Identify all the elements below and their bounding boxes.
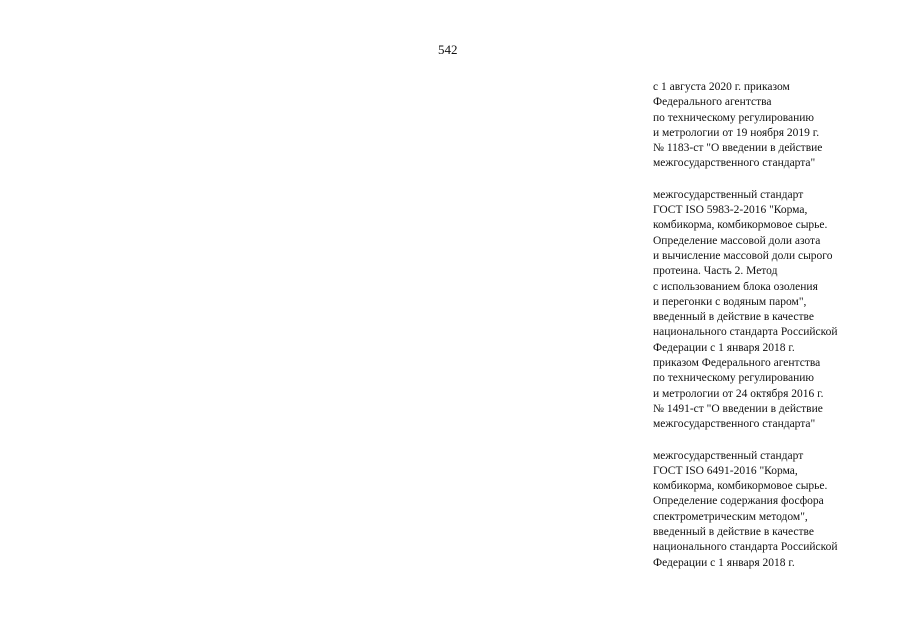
- text-line: Определение содержания фосфора: [653, 495, 824, 508]
- text-line: спектрометрическим методом",: [653, 510, 808, 523]
- text-line: приказом Федерального агентства: [653, 357, 821, 370]
- text-line: межгосударственный стандарт: [653, 449, 804, 462]
- text-column: [653, 80, 893, 571]
- text-line: Федерального агентства: [653, 96, 772, 109]
- text-line: по техническому регулированию: [653, 372, 815, 385]
- text-line: № 1491-ст "О введении в действие: [653, 402, 823, 415]
- text-line: ГОСТ ISO 6491-2016 "Корма,: [653, 464, 798, 477]
- text-line: с использованием блока озоления: [653, 280, 818, 293]
- text-line: № 1183-ст "О введении в действие: [653, 142, 823, 155]
- text-line: Федерации с 1 января 2018 г.: [653, 341, 795, 354]
- text-line: и вычисление массовой доли сырого: [653, 249, 833, 262]
- text-line: национального стандарта Российской: [653, 326, 838, 339]
- text-block: [653, 80, 893, 172]
- text-line: и метрологии от 19 ноября 2019 г.: [653, 126, 820, 139]
- text-line: комбикорма, комбикормовое сырье.: [653, 219, 828, 232]
- text-line: национального стандарта Российской: [653, 541, 838, 554]
- text-line: введенный в действие в качестве: [653, 311, 815, 324]
- text-block: [653, 188, 893, 433]
- text-line: межгосударственного стандарта": [653, 157, 816, 170]
- text-block: [653, 449, 893, 571]
- text-line: межгосударственного стандарта": [653, 418, 816, 431]
- text-line: комбикорма, комбикормовое сырье.: [653, 480, 828, 493]
- text-line: межгосударственный стандарт: [653, 188, 804, 201]
- text-line: ГОСТ ISO 5983-2-2016 "Корма,: [653, 204, 808, 217]
- text-line: протеина. Часть 2. Метод: [653, 265, 778, 278]
- text-line: Федерации с 1 января 2018 г.: [653, 556, 795, 569]
- text-line: и перегонки с водяным паром",: [653, 295, 807, 308]
- text-line: и метрологии от 24 октября 2016 г.: [653, 387, 824, 400]
- text-line: по техническому регулированию: [653, 111, 815, 124]
- page-number: 542: [438, 42, 458, 57]
- text-line: Определение массовой доли азота: [653, 234, 821, 247]
- text-line: введенный в действие в качестве: [653, 526, 815, 539]
- text-line: с 1 августа 2020 г. приказом: [653, 81, 790, 93]
